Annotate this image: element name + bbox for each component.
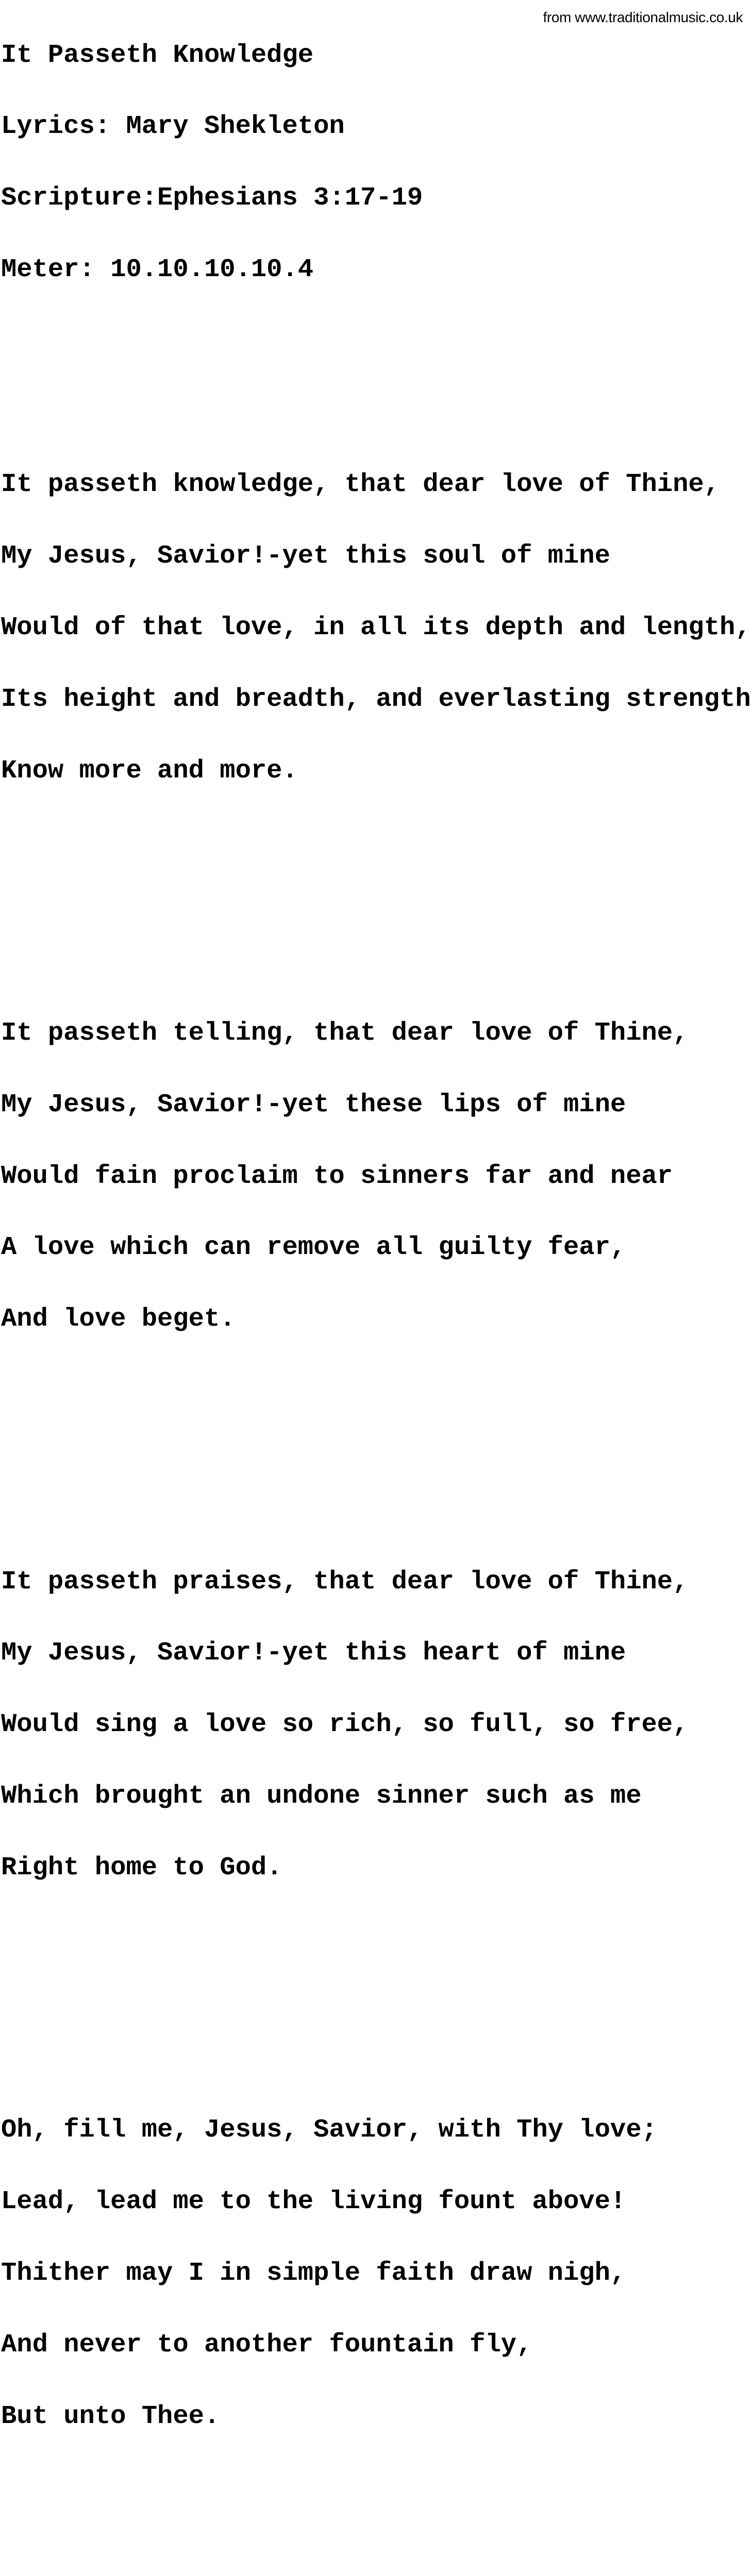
meter-line: Meter: 10.10.10.10.4: [1, 255, 314, 285]
verse-line: Know more and more.: [1, 756, 298, 786]
verse-4: [1, 2071, 751, 2477]
verse-line: Lead, lead me to the living fount above!: [1, 2187, 626, 2217]
spacer: [1, 878, 751, 902]
verse-line: It passeth praises, that dear love of Thine,: [1, 1567, 689, 1597]
scripture-line: Scripture:Ephesians 3:17-19: [1, 183, 423, 213]
verse-line: Thither may I in simple faith draw nigh,: [1, 2259, 626, 2289]
spacer: [1, 1976, 751, 1999]
verse-3: [1, 1522, 751, 1928]
source-credit: from www.traditionalmusic.co.uk: [543, 9, 743, 25]
lyricist-line: Lyrics: Mary Shekleton: [1, 112, 345, 142]
verse-2: [1, 974, 751, 1379]
verse-line: But unto Thee.: [1, 2401, 220, 2431]
hymn-title: It Passeth Knowledge: [1, 40, 314, 70]
verse-line: Would sing a love so rich, so full, so free,: [1, 1710, 689, 1740]
verse-line: Oh, fill me, Jesus, Savior, with Thy love;: [1, 2115, 657, 2145]
verse-line: Would fain proclaim to sinners far and near: [1, 1161, 673, 1191]
verse-line: And love beget.: [1, 1304, 236, 1334]
verse-line: My Jesus, Savior!-yet these lips of mine: [1, 1090, 626, 1120]
spacer: [1, 1427, 751, 1451]
verse-line: And never to another fountain fly,: [1, 2330, 532, 2360]
verse-line: Would of that love, in all its depth and length,: [1, 613, 751, 642]
verse-line: It passeth telling, that dear love of Thine,: [1, 1018, 689, 1048]
verse-line: My Jesus, Savior!-yet this heart of mine: [1, 1638, 626, 1668]
verse-line: A love which can remove all guilty fear,: [1, 1233, 626, 1263]
verse-line: It passeth knowledge, that dear love of Thine,: [1, 469, 720, 499]
verse-line: Right home to God.: [1, 1853, 282, 1883]
verse-line: My Jesus, Savior!-yet this soul of mine: [1, 541, 610, 571]
spacer: [1, 2524, 751, 2548]
verse-line: Which brought an undone sinner such as me: [1, 1782, 642, 1811]
verse-1: [1, 425, 751, 831]
hymn-text: [1, 0, 751, 2576]
verse-line: Its height and breadth, and everlasting strength: [1, 684, 751, 714]
spacer: [1, 330, 751, 353]
